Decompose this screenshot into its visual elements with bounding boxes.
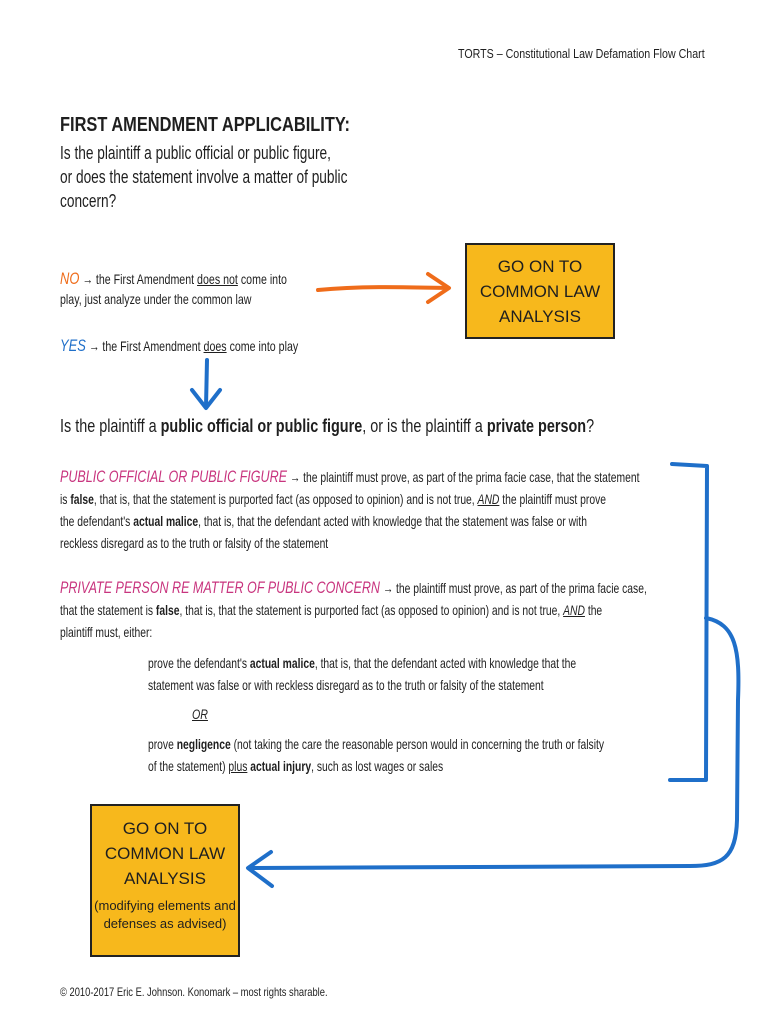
copyright-footer: © 2010-2017 Eric E. Johnson. Konomark – most rights sharable. (60, 985, 328, 999)
private-person-rule: PRIVATE PERSON RE MATTER OF PUBLIC CONCERN → the plaintiff must prove, as part of the prima facie case, that the statement is false, that is, that the statement is purported fact (as opposed to opinion) and is not true, AND the plaintiff must, either: (60, 578, 647, 640)
yes-branch: YES → the First Amendment does come into play (60, 336, 299, 355)
option-actual-malice: prove the defendant's actual malice, that is, that the defendant acted with knowledge that the statement was false or with reckless disregard as to the truth or falsity of the statement (148, 655, 577, 693)
page-header: TORTS – Constitutional Law Defamation Flow Chart (458, 46, 705, 61)
option-negligence: prove negligence (not taking the care the reasonable person would in concerning the truth or falsity of the statement) plus actual injury, such as lost wages or sales (148, 736, 605, 774)
right-arrow-icon: → (379, 580, 397, 596)
public-figure-label: PUBLIC OFFICIAL OR PUBLIC FIGURE (60, 467, 288, 486)
right-arrow-icon: → (82, 271, 96, 287)
blue-down-arrow-icon (192, 360, 220, 408)
right-arrow-icon: → (88, 338, 103, 354)
private-person-label: PRIVATE PERSON RE MATTER OF PUBLIC CONCERN (60, 578, 380, 597)
yes-label: YES (60, 336, 86, 355)
orange-arrow-icon (318, 274, 449, 302)
public-figure-rule: PUBLIC OFFICIAL OR PUBLIC FIGURE → the plaintiff must prove, as part of the prima facie case, that the statement is false, that is, that the statement is purported fact (as opposed to opinion) and is not true, AND the plaintiff must prove the defendant's actual malice, that is, that the defendant acted with knowledge that the statement was false or with reckless disregard as to the truth or falsity of the statement (60, 467, 640, 551)
common-law-box-bottom: GO ON TO COMMON LAW ANALYSIS (modifying elements and defenses as advised) (90, 804, 240, 957)
first-question: Is the plaintiff a public official or public figure, or does the statement involve a matter of public concern? (60, 143, 348, 211)
no-label: NO (60, 269, 80, 288)
no-branch: NO → the First Amendment does not come into play, just analyze under the common law (60, 269, 287, 307)
section-heading: FIRST AMENDMENT APPLICABILITY: (60, 114, 351, 136)
blue-bracket-arrow-icon (248, 464, 738, 886)
second-question: Is the plaintiff a public official or public figure, or is the plaintiff a private person? (60, 416, 595, 436)
or-label: OR (192, 706, 208, 722)
right-arrow-icon: → (287, 469, 304, 485)
common-law-box-top: GO ON TO COMMON LAW ANALYSIS (465, 243, 615, 339)
